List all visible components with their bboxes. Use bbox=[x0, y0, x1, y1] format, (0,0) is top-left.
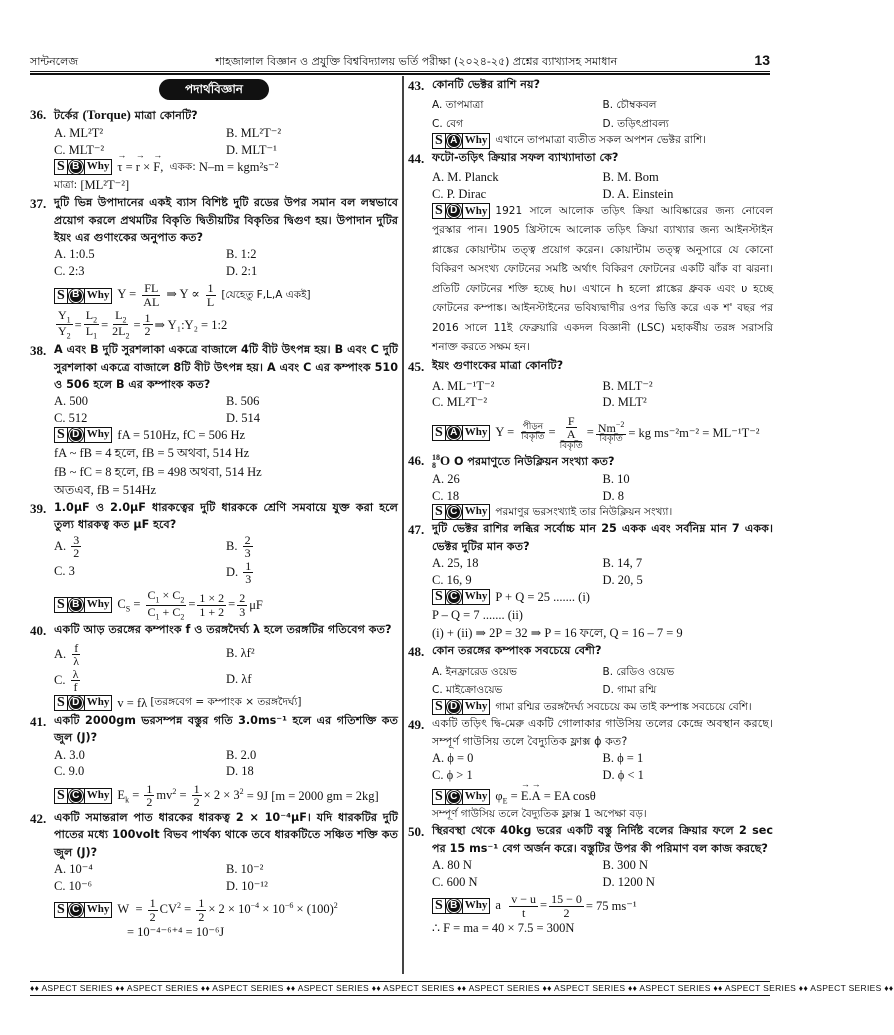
option-d: D. 20, 5 bbox=[602, 572, 643, 587]
solution-badge: S D Why bbox=[432, 203, 490, 219]
option-d: D. 18 bbox=[226, 764, 254, 779]
option-a: A. 26 bbox=[432, 472, 460, 487]
question-45 bbox=[408, 357, 773, 451]
option-c: C. 512 bbox=[54, 410, 88, 425]
question-46 bbox=[408, 451, 773, 520]
solution-badge: S C Why bbox=[54, 788, 112, 804]
options bbox=[30, 747, 398, 780]
energy-formula: W = $\frac{1}{2}$ $CV^2$ = $\frac{1}{2}$ × $2 \times 10^{-4} \times 10^{-6} \times (100)^2$ bbox=[117, 896, 338, 924]
solution-badge: S B Why bbox=[54, 597, 112, 613]
solution-badge: S A Why bbox=[432, 425, 490, 441]
option-a: A. 25, 18 bbox=[432, 556, 479, 571]
question-text: কোনটি ভেক্টর রাশি নয়? bbox=[432, 78, 541, 91]
options bbox=[408, 378, 773, 411]
question-number: 49. bbox=[408, 717, 425, 733]
question-number: 48. bbox=[408, 644, 425, 660]
option-c: C. 18 bbox=[432, 488, 460, 503]
option-d: D. MLT⁻¹ bbox=[226, 142, 277, 157]
kinetic-energy-formula: $E_k$ = $\frac{1}{2}$ $mv^2$ = $\frac{1}{2}$ × $2 \times 3^2$ bbox=[117, 781, 244, 810]
solution: S A Why এখানে তাপমাত্রা ব্যতীত সকল অপশন ভেক্টর রাশি। bbox=[408, 133, 773, 149]
solution-badge: S D Why bbox=[54, 695, 112, 711]
question-number: 50. bbox=[408, 824, 425, 840]
option-b: B. 1:2 bbox=[226, 247, 257, 262]
solution: S C Why P + Q = 25 ....... (i) P – Q = 7 ....... (ii) (i) + (ii) ⇒ 2P = 32 ⇒ P = 16 ফলে, Q = 16 – 7 = 9 bbox=[432, 589, 683, 641]
option-b: B. 10⁻² bbox=[226, 862, 264, 877]
solution: S B Why → τ = → r × → F, একক: N–m = kgm²s⁻² মাত্রা: [ML²T⁻²] bbox=[30, 158, 398, 194]
option-a: A. M. Planck bbox=[432, 170, 499, 185]
option-d: D. $\frac{1}{3}$ bbox=[226, 558, 252, 587]
question-text: ফটো-তড়িৎ ক্রিয়ার সফল ব্যাখ্যাদাতা কে? bbox=[432, 150, 619, 164]
answer-circle-icon: D bbox=[447, 700, 461, 714]
question-48 bbox=[408, 642, 773, 715]
solution: S C Why পরমাণুর ভরসংখ্যাই তার নিউক্লিয়ন সংখ্যা। bbox=[408, 504, 773, 520]
torque-formula: → τ = → r × → F, bbox=[117, 158, 169, 176]
question-number: 37. bbox=[30, 196, 47, 212]
option-c: C. $\frac{\lambda}{f}$ bbox=[54, 666, 79, 695]
option-a: A. 3.0 bbox=[54, 747, 85, 762]
question-number: 41. bbox=[30, 714, 47, 730]
option-d: D. 514 bbox=[226, 410, 261, 425]
option-c: C. 9.0 bbox=[54, 764, 85, 779]
question-text: ইয়ং গুণাংকের মাত্রা কোনটি? bbox=[432, 359, 564, 373]
solution-badge: S C Why bbox=[432, 504, 490, 520]
question-49 bbox=[408, 715, 773, 822]
option-d: D. 8 bbox=[602, 488, 625, 503]
question-text: একটি সমান্তরাল পাত ধারকের ধারকত্ব 2 × 10⁻⁴μF। যদি ধারকটির দুটি পাতের মধ্যে 100volt বিভব পার্থক্য থাকে তবে ধারকটিতে সঞ্চিত শক্তি কত জুল (J)? bbox=[54, 811, 398, 859]
option-c: C. P. Dirac bbox=[432, 186, 487, 201]
option-c: C. 2:3 bbox=[54, 263, 85, 278]
answer-circle-icon: D bbox=[69, 428, 83, 442]
question-number: 36. bbox=[30, 107, 47, 122]
question-43 bbox=[408, 76, 773, 149]
question-text: A এবং B দুটি সুরশলাকা একত্রে বাজালে 4টি বীট উৎপন্ন হয়। B এবং C দুটি সুরশলাকা একত্রে বাজালে 8টি বীট উৎপন্ন হয়। A এবং C এর কম্পাংক 510 ও 506 হলে B এর কম্পাংক কত? bbox=[54, 343, 398, 391]
solution-badge: S C Why bbox=[432, 789, 490, 805]
option-c: C. বেগ bbox=[432, 117, 463, 130]
option-a: A. ML²T² bbox=[54, 126, 104, 141]
solution: S C Why W = $\frac{1}{2}$ $CV^2$ = $\frac{1}{2}$ × $2 \times 10^{-4} \times 10^{-6} \times (100)^2$ = 10⁻⁴⁻⁶⁺⁴ = 10⁻⁶J bbox=[30, 897, 398, 941]
solution-badge: S D Why bbox=[432, 699, 490, 715]
question-number: 47. bbox=[408, 522, 425, 538]
question-number: 38. bbox=[30, 343, 47, 359]
option-d: D. MLT² bbox=[602, 395, 647, 410]
question-42 bbox=[30, 809, 398, 941]
option-c: C. মাইক্রোওয়েভ bbox=[432, 683, 503, 696]
option-a: A. ইনফ্রারেড ওয়েভ bbox=[432, 665, 517, 678]
question-39 bbox=[30, 499, 398, 622]
question-47 bbox=[408, 520, 773, 642]
options bbox=[408, 169, 773, 202]
question-text: দুটি ভেক্টর রাশির লব্ধির সর্বোচ্চ মান 25 একক এবং সর্বনিম্ন মান 7 একক। ভেক্টর দুটির মান কত? bbox=[432, 522, 773, 553]
series-capacitance-formula: $C_S$ = $\frac{C_1 \times C_2}{C_1 + C_2}$ = $\frac{1 \times 2}{1 + 2}$ = $\frac{2}{3}$ bbox=[117, 587, 246, 622]
options bbox=[408, 750, 773, 783]
option-a: A. $\frac{f}{\lambda}$ bbox=[54, 640, 80, 669]
option-a: A. তাপমাত্রা bbox=[432, 99, 484, 112]
question-number: 40. bbox=[30, 623, 47, 639]
option-a: A. 80 N bbox=[432, 858, 472, 873]
options bbox=[408, 471, 773, 504]
question-41 bbox=[30, 712, 398, 809]
question-number: 43. bbox=[408, 78, 425, 93]
solution: S D Why গামা রশ্মির তরঙ্গদৈর্ঘ্য সবচেয়ে কম তাই কম্পাঙ্ক সবচেয়ে বেশি। bbox=[408, 699, 773, 715]
solution-badge: S D Why bbox=[54, 427, 112, 443]
option-b: B. ϕ = 1 bbox=[602, 751, 644, 766]
page-number: 13 bbox=[754, 52, 770, 69]
answer-circle-icon: A bbox=[447, 426, 461, 440]
option-b: B. 300 N bbox=[602, 858, 648, 873]
page-title: শাহজালাল বিজ্ঞান ও প্রযুক্তি বিশ্ববিদ্যালয় ভর্তি পরীক্ষা (২০২৪-২৫) প্রশ্নের ব্যাখ্যাসহ সমাধান bbox=[215, 55, 618, 69]
question-number: 42. bbox=[30, 811, 47, 826]
solution-badge: S B Why bbox=[54, 159, 112, 175]
header-rule bbox=[30, 71, 770, 75]
page-header bbox=[30, 50, 770, 70]
option-c: C. 3 bbox=[54, 563, 75, 578]
question-number: 44. bbox=[408, 150, 425, 166]
question-number: 39. bbox=[30, 500, 47, 516]
answer-circle-icon: C bbox=[447, 505, 461, 519]
option-b: B. λf² bbox=[226, 645, 255, 660]
solution: S C Why $E_k$ = $\frac{1}{2}$ $mv^2$ = $\frac{1}{2}$ × $2 \times 3^2$ = 9J [m = 2000 gm = 2kg] bbox=[30, 783, 398, 809]
left-column bbox=[30, 76, 398, 941]
option-a: A. 1:0.5 bbox=[54, 247, 95, 262]
question-text: 18 8 O O পরমাণুতে নিউক্লিয়ন সংখ্যা কত? bbox=[432, 453, 615, 471]
option-b: B. ML²T⁻² bbox=[226, 126, 282, 141]
option-d: D. 10⁻¹² bbox=[226, 878, 268, 893]
option-c: C. ML²T⁻² bbox=[432, 395, 488, 410]
answer-circle-icon: B bbox=[69, 598, 83, 612]
solution: S D Why fA = 510Hz, fC = 506 Hz fA ~ fB = 4 হলে, fB = 5 অথবা, 514 Hz fB ~ fC = 8 হলে, fB = 498 অথবা, 514 Hz অতএব, fB = 514Hz bbox=[54, 427, 262, 497]
flux-formula: $\varphi_E$ = → E.→ A = EA cosθ bbox=[495, 787, 595, 807]
question-text: 1.0μF ও 2.0μF ধারকত্বের দুটি ধারককে শ্রেণি সমবায়ে যুক্ত করা হলে তুল্য ধারকত্ব কত μF হবে? bbox=[54, 500, 398, 532]
acceleration-formula: a $\frac{v - u}{t}$ = $\frac{15 - 0}{2}$ bbox=[495, 892, 582, 920]
solution: S C Why $\varphi_E$ = → E.→ A = EA cosθ সম্পূর্ণ গাউসিয় তলে বৈদ্যুতিক ফ্লাক্স 1 অপেক্ষা বড়। bbox=[408, 787, 773, 822]
solution: S D Why 1921 সালে আলোক তড়িৎ ক্রিয়া আবিষ্কারের জন্য নোবেল পুরস্কার পান। 1905 খ্রিস্টাব্দে আলোক তড়িৎ ক্রিয়া ব্যাখ্যার জন্য আইনস্টাইন প্লাঙ্কের কোয়ান্টাম তত্ত্ব প্রয়োগ করেন। কোয়ান্টাম তত্ত্ব অনুসারে যে কোনো বিকিরণ অসংখ্য ফোটনের সমষ্টি অর্থাৎ বিকিরণ ফোটনের একটি ঝাঁক বা ঝরনা। প্রতিটি ফোটনের শক্তি হচ্ছে hυ। এখানে h হলো প্লাঙ্কের ধ্রুবক এবং υ হচ্ছে ফোটনের কম্পাঙ্ক। আইনস্টাইনের ভবিষ্যদ্বাণীর ওপর ভিত্তি করে এক শ' বছর পর 2016 সালে 11ই ফেব্রুয়ারি একদল বিজ্ঞানী (LSC) মহাকর্ষীয় তরঙ্গ সরাসরি শনাক্ত করতে সক্ষম হন। bbox=[432, 203, 773, 353]
option-b: B. চৌম্বকবল bbox=[602, 99, 657, 112]
option-b: B. রেডিও ওয়েভ bbox=[602, 665, 675, 678]
solution-badge: S A Why bbox=[432, 133, 490, 149]
options bbox=[30, 861, 398, 894]
answer-circle-icon: A bbox=[447, 134, 461, 148]
solution-badge: S C Why bbox=[432, 589, 490, 605]
solution-badge: S C Why bbox=[54, 902, 112, 918]
option-d: D. 2:1 bbox=[226, 263, 258, 278]
option-c: C. MLT⁻² bbox=[54, 142, 105, 157]
question-50 bbox=[408, 822, 773, 937]
question-text: দুটি ভিন্ন উপাদানের একই ব্যাস বিশিষ্ট দুটি রডের উপর সমান বল লম্বভাবে প্রয়োগ করলে প্রথমটির বিকৃতি দ্বিতীয়টির বিকৃতির দ্বিগুণ হয়। উপাদান দুটির ইয়ং এর গুণাংকের অনুপাত কত? bbox=[54, 196, 398, 245]
option-a: A. ML⁻¹T⁻² bbox=[432, 378, 495, 393]
ratio-derivation: $\frac{Y_1}{Y_2}$ = $\frac{L_2}{L_1}$ = $\frac{L_2}{2L_2}$ = $\frac{1}{2}$ ⇒ Y₁:Y₂ = 1:2 bbox=[58, 307, 228, 341]
solution: S D Why v = fλ [তরঙ্গবেগ = কম্পাংক × তরঙ্গদৈর্ঘ্য] bbox=[30, 694, 398, 712]
options bbox=[30, 393, 398, 426]
options bbox=[30, 125, 398, 158]
solution: S B Why Y = $\frac{FL}{AL}$ ⇒ Y ∝ $\frac{1}{L}$ [যেহেতু F,L,A একই] $\frac{Y_1}{Y_2}$ = $\frac{L_2}{L_1}$ = $\frac{L_2}{2L_2}$ = $\frac{1}{2}$ ⇒ Y₁:Y₂ = 1:2 bbox=[30, 282, 398, 341]
column-divider bbox=[402, 76, 404, 974]
solution-badge: S B Why bbox=[54, 288, 112, 304]
question-40 bbox=[30, 621, 398, 712]
options bbox=[30, 246, 398, 279]
option-a: A. $\frac{3}{2}$ bbox=[54, 532, 80, 561]
answer-circle-icon: C bbox=[69, 903, 83, 917]
youngs-formula: Y = $\frac{FL}{AL}$ ⇒ Y ∝ $\frac{1}{L}$ bbox=[117, 281, 215, 310]
solution: S B Why a $\frac{v - u}{t}$ = $\frac{15 - 0}{2}$ = 75 ms⁻¹ ∴ F = ma = 40 × 7.5 = 300N bbox=[432, 892, 637, 936]
question-text: একটি তড়িৎ দ্বি-মেরু একটি গোলাকার গাউসিয় তলের কেন্দ্রে অবস্থান করছে। সম্পূর্ণ গাউসিয় তলে বৈদ্যুতিক ফ্লাক্স ϕ কত? bbox=[432, 717, 773, 748]
answer-circle-icon: B bbox=[69, 289, 83, 303]
option-c: C. 600 N bbox=[432, 874, 478, 889]
answer-circle-icon: C bbox=[69, 789, 83, 803]
answer-circle-icon: D bbox=[447, 204, 461, 218]
question-text: একটি 2000gm ভরসম্পন্ন বস্তুর গতি 3.0ms⁻¹ হলে এর গতিশক্তি কত জুল (J)? bbox=[54, 714, 398, 745]
section-title-physics: পদার্থবিজ্ঞান bbox=[159, 79, 269, 100]
option-c: C. 10⁻⁶ bbox=[54, 878, 93, 893]
option-c: C. ϕ > 1 bbox=[432, 767, 473, 782]
option-a: A. 10⁻⁴ bbox=[54, 862, 93, 877]
answer-circle-icon: C bbox=[447, 790, 461, 804]
publisher-name: সান্টনলেজ bbox=[30, 55, 79, 69]
option-d: D. λf bbox=[226, 671, 252, 686]
options bbox=[30, 534, 398, 586]
question-number: 46. bbox=[408, 453, 425, 469]
question-37 bbox=[30, 194, 398, 341]
options bbox=[408, 555, 773, 588]
option-b: B. M. Bom bbox=[602, 170, 659, 185]
option-b: B. 14, 7 bbox=[602, 556, 643, 571]
question-text: একটি আড় তরঙ্গের কম্পাংক f ও তরঙ্গদৈর্ঘ্য λ হলে তরঙ্গটির গতিবেগ কত? bbox=[54, 623, 392, 637]
options bbox=[408, 96, 773, 133]
option-b: B. $\frac{2}{3}$ bbox=[226, 532, 251, 561]
right-column bbox=[408, 76, 773, 937]
option-b: B. 2.0 bbox=[226, 747, 257, 762]
answer-circle-icon: B bbox=[447, 899, 461, 913]
answer-circle-icon: D bbox=[69, 696, 83, 710]
youngs-modulus-dimension: Y = $\frac{\text{পীড়ন}}{\text{বিকৃতি}}$ = $\frac{\frac{F}{A}}{\text{বিকৃতি}}$ = $\frac{Nm^{-2}}{\text{বিকৃতি}}$ bbox=[495, 413, 625, 451]
option-d: D. ϕ < 1 bbox=[602, 767, 644, 782]
option-d: D. গামা রশ্মি bbox=[602, 683, 657, 696]
option-b: B. 506 bbox=[226, 394, 260, 409]
question-text: স্থিরবস্থা থেকে 40kg ভরের একটি বস্তু নির্দিষ্ট বলের ক্রিয়ার ফলে 2 sec পর 15 ms⁻¹ বেগ অর্জন করে। বস্তুটির উপর কী পরিমাণ বল কাজ করছে? bbox=[432, 824, 773, 855]
option-a: A. 500 bbox=[54, 394, 89, 409]
option-d: D. A. Einstein bbox=[602, 186, 674, 201]
options bbox=[30, 642, 398, 694]
question-text: কোন তরঙ্গের কম্পাংক সবচেয়ে বেশী? bbox=[432, 644, 602, 658]
option-d: D. 1200 N bbox=[602, 874, 655, 889]
question-number: 45. bbox=[408, 359, 425, 375]
question-36 bbox=[30, 105, 398, 194]
option-b: B. 10 bbox=[602, 472, 630, 487]
options bbox=[408, 663, 773, 700]
solution-badge: S B Why bbox=[432, 898, 490, 914]
option-b: B. MLT⁻² bbox=[602, 378, 653, 393]
answer-circle-icon: B bbox=[69, 160, 83, 174]
question-text: টর্কের (Torque) মাত্রা কোনটি? bbox=[54, 107, 198, 122]
answer-circle-icon: C bbox=[447, 590, 461, 604]
option-c: C. 16, 9 bbox=[432, 572, 472, 587]
option-d: D. তড়িৎপ্রাবল্য bbox=[602, 117, 669, 130]
page-footer: ♦♦ ASPECT SERIES ♦♦ ASPECT SERIES ♦♦ ASPECT SERIES ♦♦ ASPECT SERIES ♦♦ ASPECT SERIES ♦♦ ASPECT SERIES ♦♦ ASPECT SERIES ♦♦ ASPECT SERIES ♦♦ ASPECT SERIES ♦♦ ASPECT SERIES ♦♦ bbox=[30, 981, 770, 996]
option-a: A. ϕ = 0 bbox=[432, 751, 474, 766]
question-44 bbox=[408, 149, 773, 358]
options bbox=[408, 857, 773, 890]
solution: S B Why $C_S$ = $\frac{C_1 \times C_2}{C_1 + C_2}$ = $\frac{1 \times 2}{1 + 2}$ = $\frac{2}{3}$ μF bbox=[30, 589, 398, 622]
question-38 bbox=[30, 341, 398, 499]
solution: S A Why Y = $\frac{\text{পীড়ন}}{\text{বিকৃতি}}$ = $\frac{\frac{F}{A}}{\text{বিকৃতি}}$ = $\frac{Nm^{-2}}{\text{বিকৃতি}}$ = kg ms⁻²m⁻² = ML⁻¹T⁻² bbox=[408, 415, 773, 452]
